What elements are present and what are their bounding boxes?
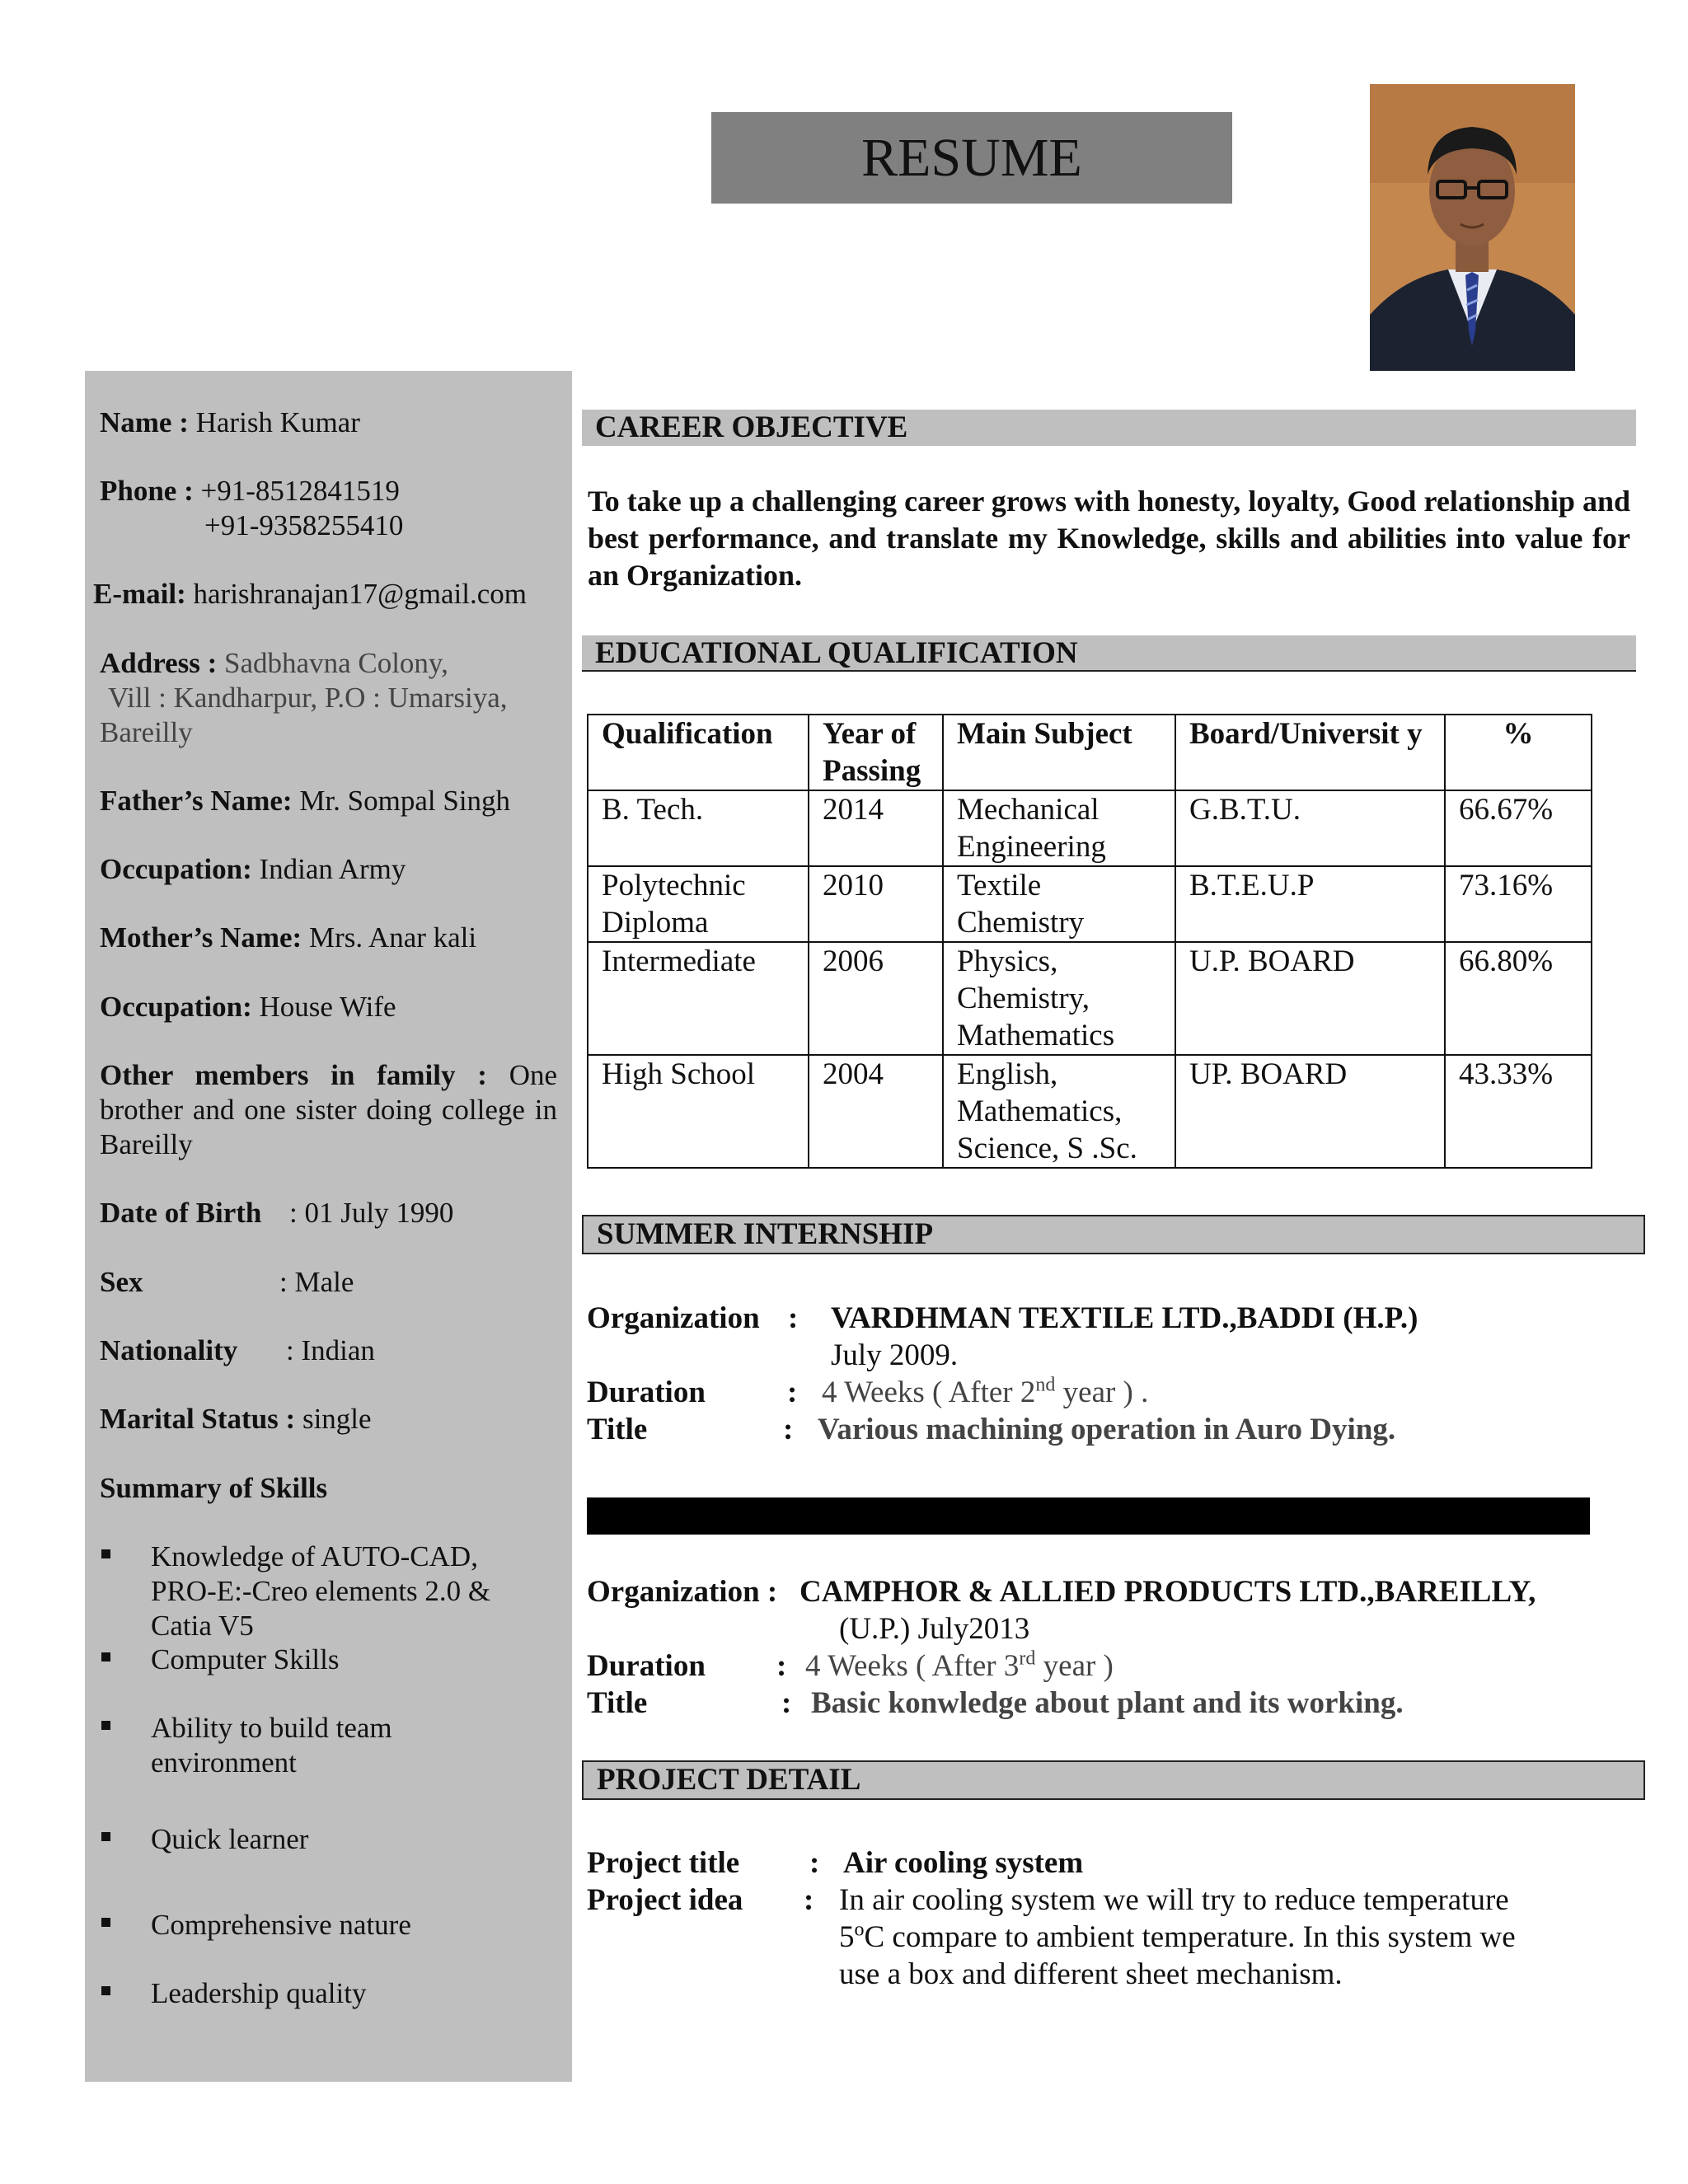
occupation-label-2: Occupation: [100,991,252,1023]
education-heading: EDUCATIONAL QUALIFICATION [582,635,1636,672]
skill-text: Knowledge of AUTO-CAD, PRO-E:-Creo elements 2.0 & Catia V5 [151,1540,491,1642]
profile-photo [1370,84,1575,371]
title-label: Title [587,1686,648,1720]
column-header: % [1445,715,1592,790]
internship-heading: SUMMER INTERNSHIP [582,1215,1645,1254]
table-cell: Mechanical Engineering [943,790,1175,866]
email-label: E-mail: [93,578,186,610]
project-title-label: Project title [587,1846,740,1880]
marital-value: single [302,1403,372,1435]
table-row [588,942,1592,1055]
degree-superscript: o [854,1919,865,1941]
colon: : [781,1686,792,1720]
phone-label: Phone : [100,475,194,507]
duration-label: Duration [587,1376,706,1409]
table-cell: 66.67% [1445,790,1592,866]
table-cell: Polytechnic Diploma [588,866,809,942]
father-row [100,784,510,818]
email-value: harishranajan17@gmail.com [193,578,527,610]
divider-bar [587,1497,1590,1535]
column-header: Main Subject [943,715,1175,790]
column-header: Qualification [588,715,809,790]
table-cell: 2006 [809,942,943,1055]
table-cell: 2014 [809,790,943,866]
title-value: Basic konwledge about plant and its working. [811,1686,1404,1720]
marital-row [100,1402,372,1436]
marital-label: Marital Status : [100,1403,296,1435]
column-header: Year of Passing [809,715,943,790]
duration-value [805,1647,1114,1685]
project-idea-line-1: In air cooling system we will try to reduce temperature [839,1883,1509,1917]
career-objective-heading: CAREER OBJECTIVE [582,410,1636,446]
dob-label: Date of Birth [100,1197,262,1229]
nationality-row [100,1333,237,1368]
duration-label: Duration [587,1649,706,1683]
address-row [100,646,448,681]
organization-value: VARDHMAN TEXTILE LTD.,BADDI (H.P.) [831,1301,1418,1335]
bullet-icon [101,1986,110,1995]
table-cell: Textile Chemistry [943,866,1175,942]
table-cell: B. Tech. [588,790,809,866]
colon: : [776,1649,787,1683]
table-cell: U.P. BOARD [1175,942,1445,1055]
mother-row [100,921,476,955]
mother-occupation-row [100,990,396,1024]
bullet-icon [101,1832,110,1841]
skill-item [100,1822,545,1857]
skill-item [100,1540,545,1643]
colon: : [788,1301,799,1335]
name-label: Name : [100,406,189,438]
duration-text-end: year ) . [1055,1376,1149,1409]
sex-value: : Male [279,1266,354,1298]
temperature-value: 5 [839,1920,855,1954]
title-label: Title [587,1413,648,1446]
nationality-label: Nationality [100,1334,238,1366]
project-idea-line-2 [839,1919,1516,1956]
father-label: Father’s Name: [100,785,293,817]
project-idea-text: C compare to ambient temperature. In this system we [864,1920,1516,1954]
table-row [588,866,1592,942]
table-cell: B.T.E.U.P [1175,866,1445,942]
phone-value-1: +91-8512841519 [200,475,400,507]
sex-label: Sex [100,1266,143,1298]
organization-date: July 2009. [831,1338,959,1372]
skills-heading: Summary of Skills [100,1472,328,1504]
table-cell: 2004 [809,1055,943,1168]
phone-value-2: +91-9358255410 [204,509,404,541]
name-row [100,405,360,440]
name-value: Harish Kumar [195,406,360,438]
skill-item [100,1711,545,1780]
duration-value [822,1374,1148,1411]
table-cell: 73.16% [1445,866,1592,942]
skill-text: Computer Skills [151,1643,340,1675]
skill-item [100,1643,545,1677]
organization-label: Organization : [587,1575,778,1609]
colon: : [787,1376,798,1409]
dob-row [100,1196,261,1230]
skill-text: Quick learner [151,1823,309,1855]
duration-superscript: rd [1019,1647,1036,1670]
mother-value: Mrs. Anar kali [308,921,477,954]
table-cell: G.B.T.U. [1175,790,1445,866]
resume-title: RESUME [711,112,1232,204]
address-line-3: Bareilly [100,716,193,748]
address-line-2: Vill : Kandharpur, P.O : Umarsiya, [108,682,508,714]
address-label: Address : [100,647,218,679]
colon: : [809,1846,820,1880]
duration-text-end: year ) [1035,1649,1114,1683]
phone-row [100,474,400,509]
project-heading: PROJECT DETAIL [582,1760,1645,1800]
bullet-icon [101,1918,110,1927]
skill-text: Leadership quality [151,1977,367,2009]
table-cell: Intermediate [588,942,809,1055]
bullet-icon [101,1549,110,1558]
bullet-icon [101,1652,110,1661]
skill-text: Ability to build team environment [151,1712,392,1779]
education-table [587,714,1592,1169]
table-cell: 43.33% [1445,1055,1592,1168]
title-value: Various machining operation in Auro Dying. [818,1413,1396,1446]
table-cell: High School [588,1055,809,1168]
duration-text: 4 Weeks ( After 3 [805,1649,1020,1683]
organization-value: CAMPHOR & ALLIED PRODUCTS LTD.,BAREILLY, [799,1575,1536,1609]
mother-label: Mother’s Name: [100,921,302,954]
table-row [588,790,1592,866]
address-line-1: Sadbhavna Colony, [224,647,448,679]
nationality-value: : Indian [286,1334,375,1366]
table-cell: 66.80% [1445,942,1592,1055]
skill-item [100,1976,545,2011]
organization-label: Organization [587,1301,760,1335]
career-objective-text: To take up a challenging career grows with honesty, loyalty, Good relationship and best performance, and translate my Knowledge, skills and abilities into value for an Organization. [588,485,1630,592]
table-header-row [588,715,1592,790]
father-value: Mr. Sompal Singh [299,785,511,817]
mother-occupation-value: House Wife [259,991,396,1023]
table-row [588,1055,1592,1168]
skill-item [100,1908,545,1943]
family-row [100,1058,557,1162]
project-idea-label: Project idea [587,1883,743,1917]
father-occupation-row [100,852,406,887]
father-occupation-value: Indian Army [259,853,406,885]
bullet-icon [101,1721,110,1730]
person-portrait-icon [1370,84,1575,371]
sex-row [100,1265,143,1300]
table-cell: English, Mathematics, Science, S .Sc. [943,1055,1175,1168]
table-cell: UP. BOARD [1175,1055,1445,1168]
organization-date: (U.P.) July2013 [839,1612,1030,1646]
personal-details-sidebar [85,371,572,2082]
colon: : [783,1413,794,1446]
family-label: Other members in family : [100,1059,487,1091]
dob-value: : 01 July 1990 [289,1197,454,1229]
colon: : [804,1883,814,1917]
table-cell: 2010 [809,866,943,942]
occupation-label: Occupation: [100,853,252,885]
table-cell: Physics, Chemistry, Mathematics [943,942,1175,1055]
duration-text: 4 Weeks ( After 2 [822,1376,1036,1409]
family-value: One brother and one sister doing college in Bareilly [100,1059,558,1160]
column-header: Board/Universit y [1175,715,1445,790]
email-row [93,577,527,612]
skill-text: Comprehensive nature [151,1909,411,1941]
project-idea-line-3: use a box and different sheet mechanism. [839,1957,1343,1991]
duration-superscript: nd [1035,1374,1056,1396]
project-title-value: Air cooling system [843,1846,1084,1880]
